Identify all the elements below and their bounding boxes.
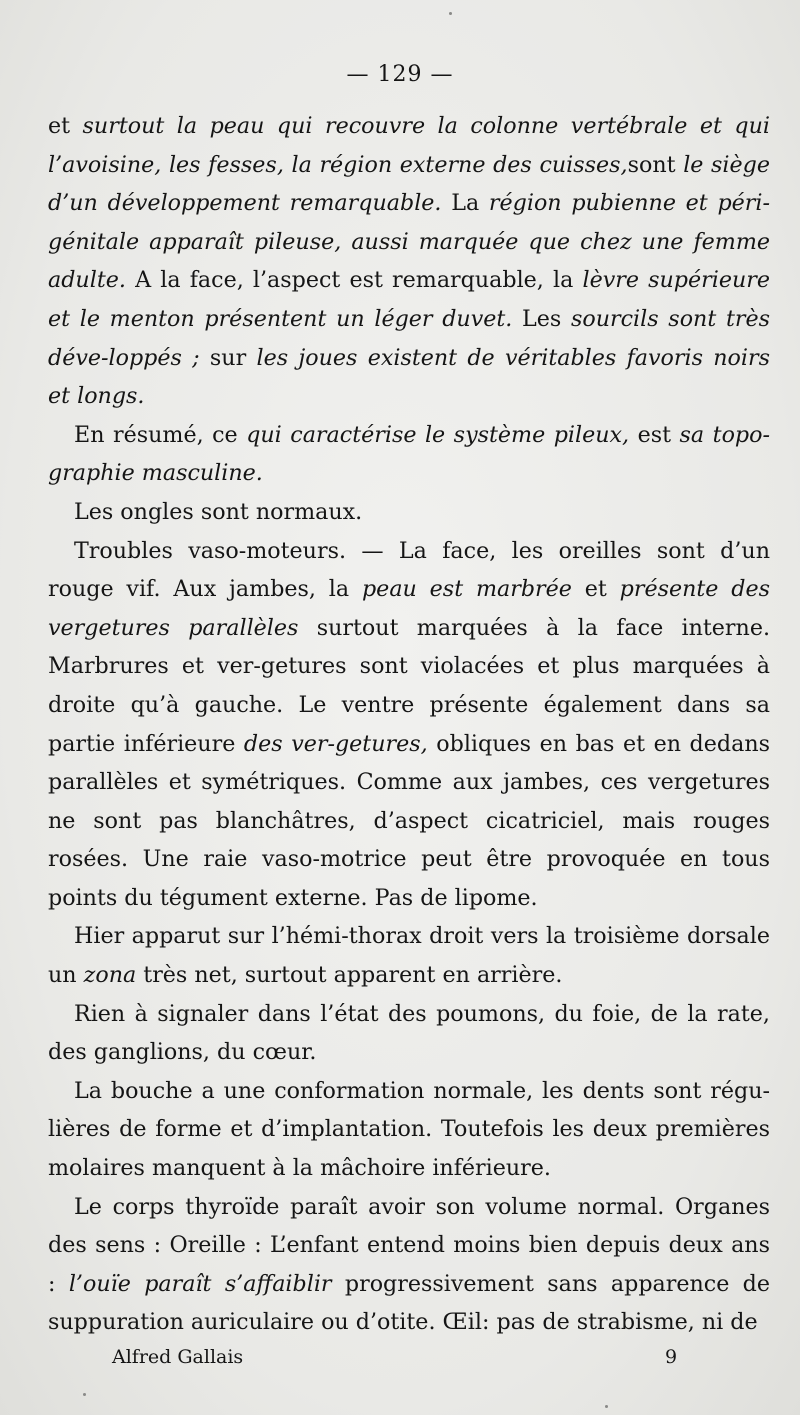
page-footer: [0, 1346, 800, 1374]
paragraph: [48, 995, 770, 1072]
italic-text: sa topo-graphie masculine.: [48, 421, 770, 487]
text-run: Troubles vaso-moteurs. — La face, les oreilles sont d’un rouge vif. Aux jambes, la: [48, 537, 770, 603]
italic-text: zona: [83, 962, 137, 989]
text-run: La bouche a une conformation normale, les dents sont régu-lières de forme et d’implantation. Toutefois les deux premières molaires manquent à la mâchoire inférieure.: [48, 1077, 770, 1182]
italic-text: le siège d’un développement remarquable.: [48, 151, 770, 217]
paragraph: [48, 532, 770, 918]
italic-text: des ver-getures,: [243, 730, 428, 757]
text-run: Le corps thyroïde paraît avoir son volume normal. Organes des sens : Oreille : L’enfant entend moins bien depuis deux ans :: [48, 1193, 770, 1297]
text-run: A la face, l’aspect est remarquable, la: [125, 267, 583, 294]
text-run: Les ongles sont normaux.: [74, 498, 363, 525]
paragraph: [48, 1188, 770, 1342]
italic-text: les joues existent de véritables favoris noirs et longs.: [48, 344, 771, 410]
text-run: surtout marquées à la face interne. Marbrures et ver-getures sont violacées et plus marquées à droite qu’à gauche. Le ventre présente également dans sa partie inférieure: [48, 614, 771, 757]
italic-text: présente des vergetures parallèles: [48, 576, 770, 641]
text-run: et: [48, 113, 83, 139]
italic-text: l’ouïe paraît s’affaiblir: [68, 1270, 332, 1297]
body-text: [48, 107, 770, 1342]
text-run: sur: [199, 344, 257, 371]
text-run: obliques en bas et en dedans parallèles et symétriques. Comme aux jambes, ces vergetures ne sont pas blanchâtres, d’aspect cicatriciel, mais rouges rosées. Une raie vaso-motrice peut être provoquée en tous points du tégument externe. Pas de lipome.: [48, 730, 770, 911]
paragraph: [48, 416, 770, 493]
paper-speck: [605, 1405, 608, 1408]
text-run: Hier apparut sur l’hémi-thorax droit vers la troisième dorsale un: [48, 923, 770, 989]
paper-speck: [449, 12, 452, 15]
text-run: La: [441, 190, 489, 217]
paragraph: [48, 1072, 770, 1188]
text-run: et: [571, 576, 620, 603]
italic-text: surtout la peau qui recouvre la colonne vertébrale et qui l’avoisine, les fesses, la région externe des cuisses,: [48, 113, 770, 178]
text-run: sont: [627, 151, 684, 178]
paper-speck: [83, 1393, 86, 1396]
text-run: est: [629, 421, 680, 448]
footer-author: Alfred Gallais: [112, 1346, 244, 1368]
text-run: très net, surtout apparent en arrière.: [136, 962, 563, 989]
signature-mark: 9: [665, 1346, 678, 1368]
text-run: Rien à signaler dans l’état des poumons, du foie, de la rate, des ganglions, du cœur.: [48, 1000, 770, 1066]
text-run: En résumé, ce: [74, 421, 247, 448]
italic-text: peau est marbrée: [361, 576, 572, 603]
page-number: — 129 —: [346, 62, 454, 87]
paragraph: [48, 493, 770, 532]
paragraph: [48, 917, 770, 994]
text-run: Les: [512, 305, 571, 332]
text-run: progressivement sans apparence de suppuration auriculaire ou d’otite. Œil: pas de strabisme, ni de: [48, 1270, 771, 1336]
paragraph: [48, 107, 770, 416]
italic-text: lèvre supérieure et le menton présentent un léger duvet.: [48, 267, 770, 332]
italic-text: qui caractérise le système pileux,: [246, 421, 630, 448]
italic-text: sourcils sont très déve-loppés ;: [48, 305, 770, 371]
italic-text: région pubienne et péri-génitale apparaît pileuse, aussi marquée que chez une femme adulte.: [48, 190, 770, 294]
